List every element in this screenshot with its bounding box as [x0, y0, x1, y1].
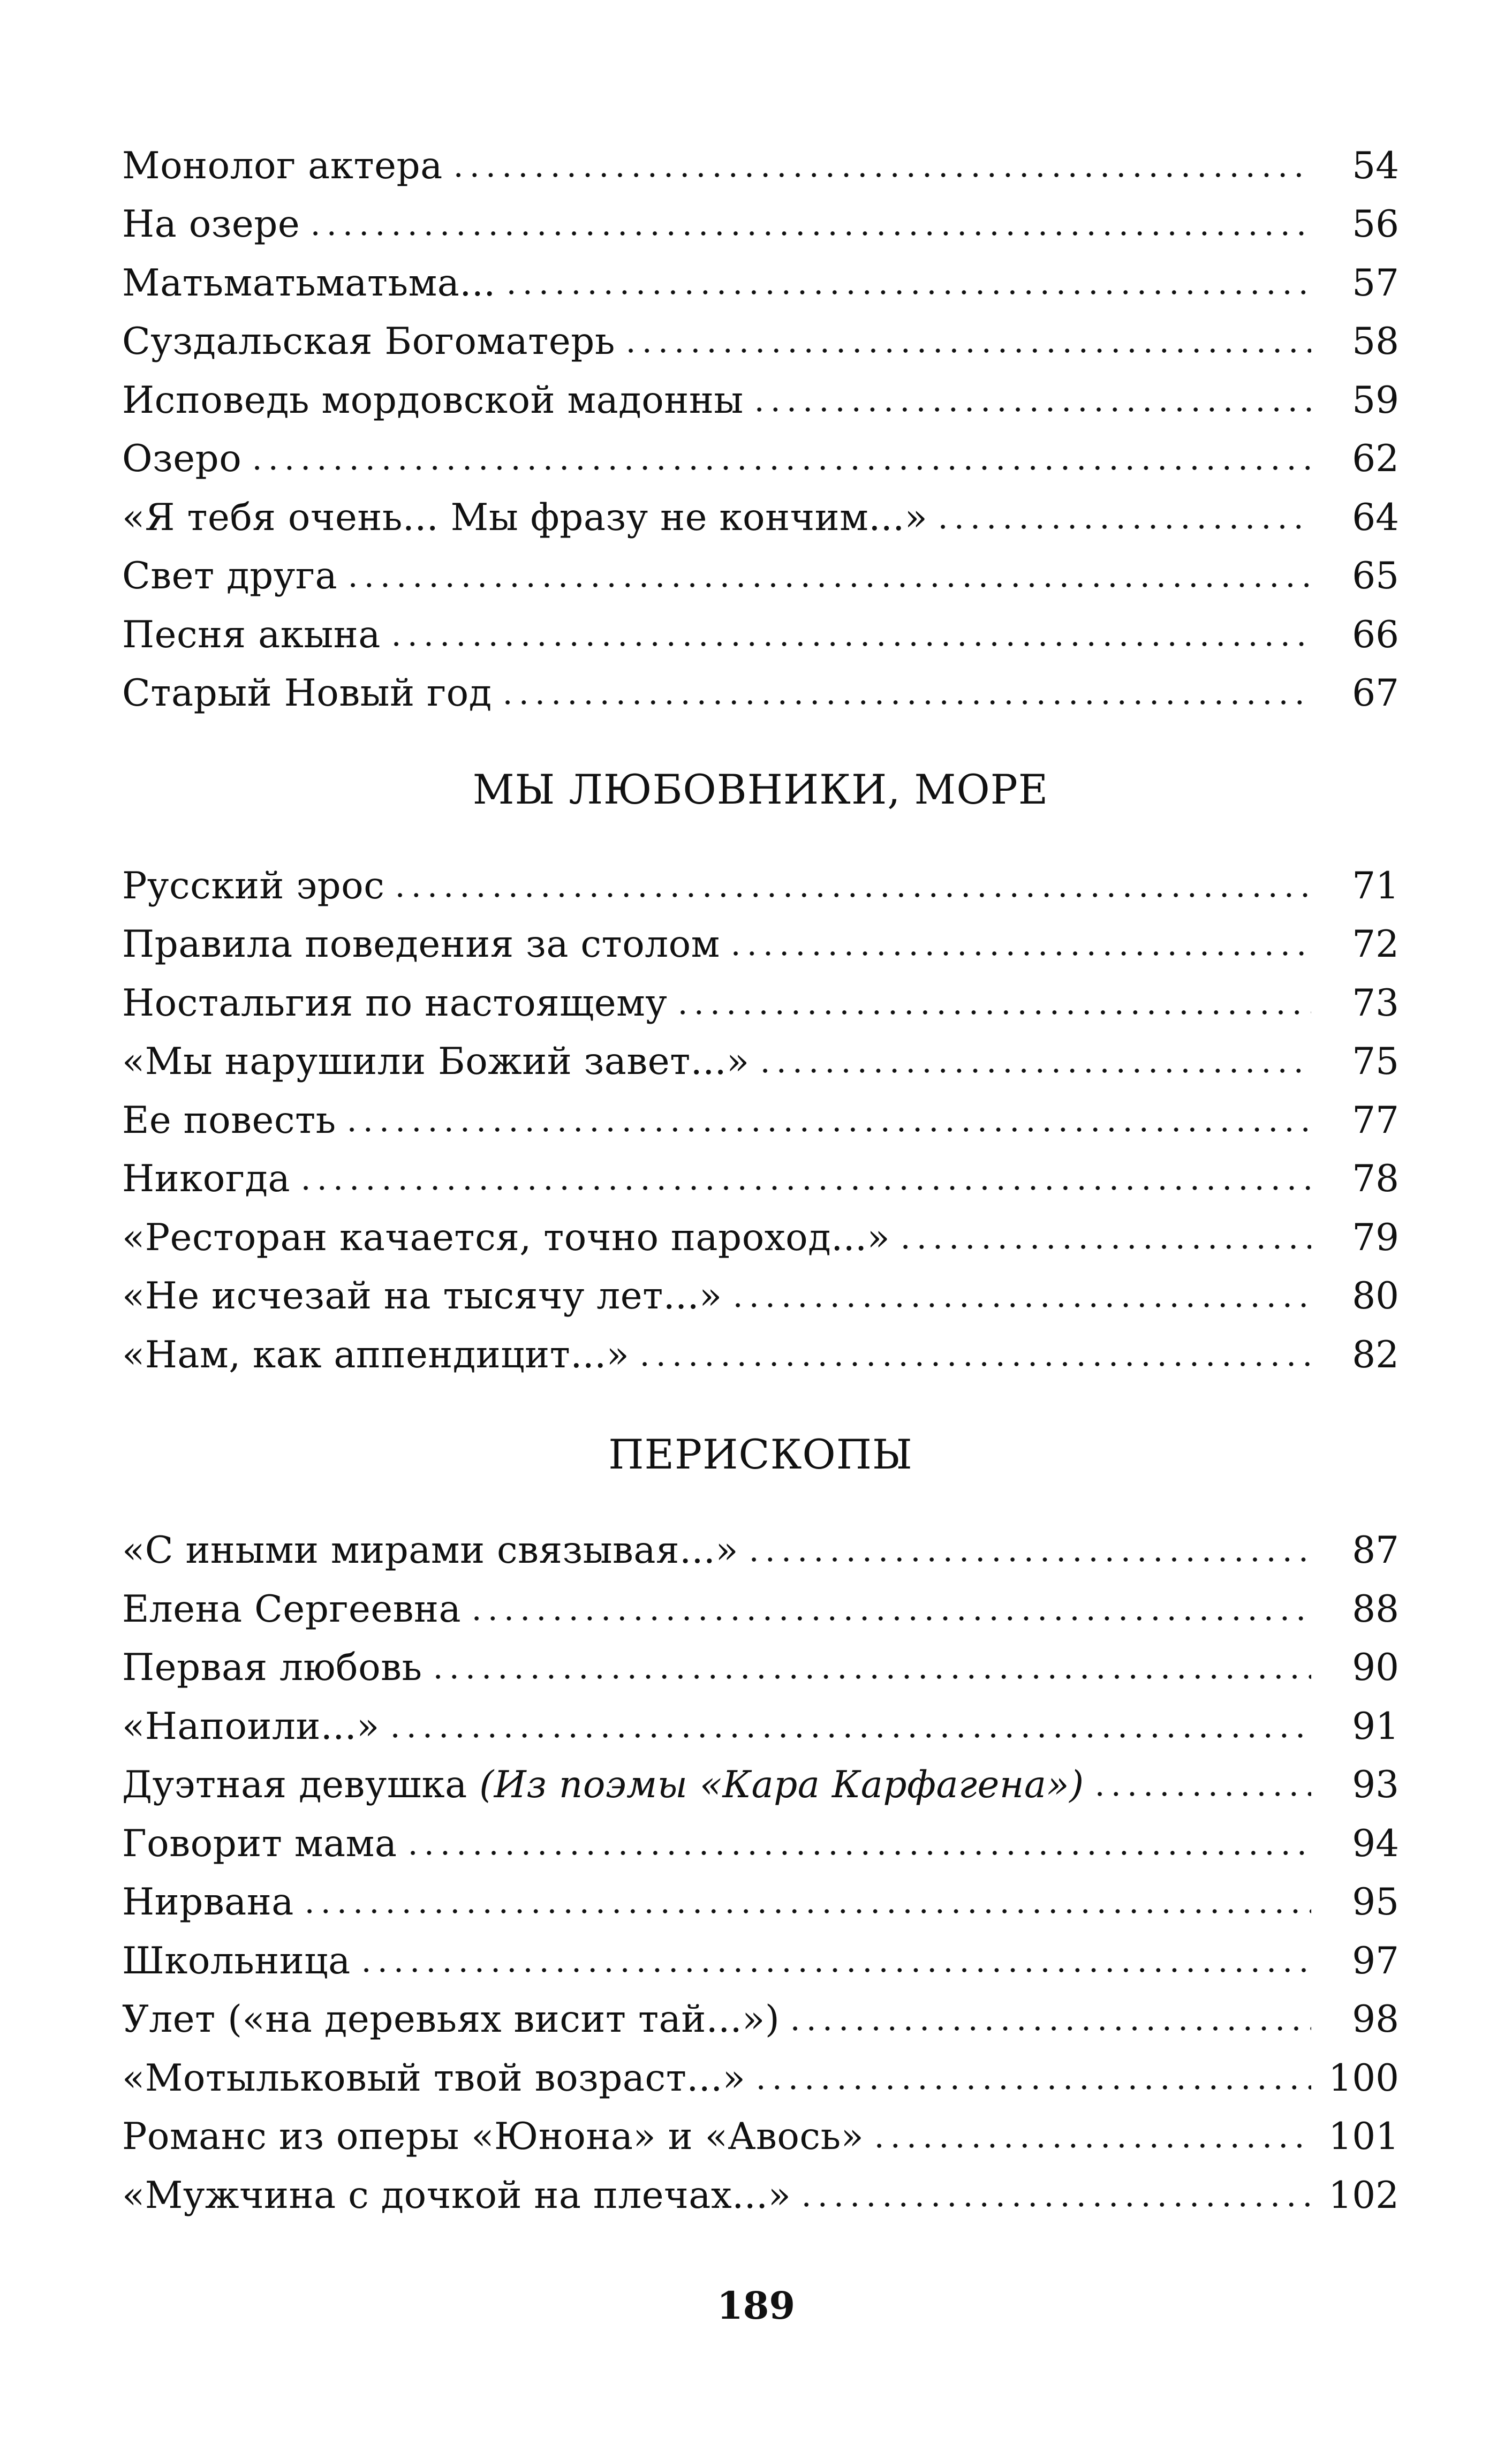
toc-entry[interactable] — [122, 846, 1399, 905]
table-of-contents — [122, 0, 1399, 2452]
entry-page-number: 57 — [1352, 261, 1399, 305]
entry-page-number: 58 — [1352, 320, 1399, 363]
entry-title — [122, 203, 300, 246]
toc-entry[interactable] — [122, 1315, 1399, 1374]
entry-page-number: 72 — [1352, 923, 1399, 966]
entry-title — [122, 1705, 380, 1748]
entry-page-number: 90 — [1352, 1646, 1399, 1689]
entry-page-number: 95 — [1352, 1881, 1399, 1924]
entry-title-text: «С иными мирами связывая...» — [122, 1529, 739, 1572]
dot-leader — [468, 1616, 1311, 1621]
entry-title-text: Никогда — [122, 1157, 291, 1200]
dot-leader — [753, 2085, 1311, 2090]
entry-title — [122, 496, 928, 539]
entry-page-number: 91 — [1352, 1705, 1399, 1748]
toc-entry[interactable] — [122, 360, 1399, 422]
toc-entry[interactable] — [122, 1745, 1399, 1804]
entry-title-text: Школьница — [122, 1939, 351, 1982]
entry-title-text: «Не исчезай на тысячу лет...» — [122, 1275, 722, 1318]
toc-entry[interactable] — [122, 2097, 1399, 2156]
dot-leader — [1092, 1792, 1311, 1796]
entry-page-number: 88 — [1352, 1587, 1399, 1631]
toc-entry[interactable] — [122, 1198, 1399, 1257]
toc-entry[interactable] — [122, 1511, 1399, 1570]
entry-title — [122, 261, 496, 305]
entry-title-text: Суздальская Богоматерь — [122, 320, 615, 363]
entry-page-number: 75 — [1352, 1040, 1399, 1083]
entry-title — [122, 1275, 722, 1318]
toc-entry[interactable] — [122, 1804, 1399, 1863]
section-title: ПЕРИСКОПЫ — [608, 1430, 913, 1478]
entry-title-text: Исповедь мордовской мадонны — [122, 379, 744, 422]
toc-entry[interactable] — [122, 2038, 1399, 2100]
entry-title-text: «Мотыльковый твой возраст...» — [122, 2056, 746, 2100]
entry-title — [122, 1157, 291, 1200]
entry-title — [122, 2056, 746, 2100]
entry-title-text: Ее повесть — [122, 1099, 336, 1142]
entry-page-number: 97 — [1352, 1939, 1399, 1982]
toc-entry[interactable] — [122, 185, 1399, 244]
toc-entry[interactable] — [122, 654, 1399, 713]
entry-title — [122, 1216, 890, 1259]
entry-title — [122, 1333, 630, 1376]
page-number: 189 — [716, 2283, 796, 2328]
dot-leader — [730, 1303, 1311, 1307]
entry-title — [122, 613, 381, 656]
dot-leader — [871, 2144, 1311, 2148]
dot-leader — [387, 1734, 1311, 1738]
toc-entry[interactable] — [122, 1628, 1399, 1687]
entry-title — [122, 1646, 422, 1689]
dot-leader — [637, 1362, 1311, 1366]
entry-page-number: 101 — [1328, 2115, 1399, 2158]
toc-entry[interactable] — [122, 243, 1399, 305]
entry-title — [122, 672, 492, 715]
dot-leader — [298, 1186, 1311, 1190]
dot-leader — [450, 173, 1311, 177]
entry-page-number: 94 — [1352, 1822, 1399, 1865]
toc-section — [122, 712, 1399, 1374]
toc-entry[interactable] — [122, 595, 1399, 654]
entry-title — [122, 864, 385, 907]
dot-leader — [388, 642, 1311, 646]
dot-leader — [307, 231, 1311, 236]
entry-page-number: 87 — [1352, 1529, 1399, 1572]
section-title: МЫ ЛЮБОВНИКИ, МОРЕ — [472, 766, 1049, 813]
dot-leader — [787, 2026, 1311, 2031]
entry-title-text: Озеро — [122, 437, 242, 480]
toc-section — [122, 0, 1399, 715]
entry-title-text: Первая любовь — [122, 1646, 422, 1689]
entry-title — [122, 923, 720, 966]
dot-leader — [746, 1557, 1311, 1562]
entry-title — [122, 1764, 1084, 1806]
toc-entry[interactable] — [122, 1569, 1399, 1631]
entry-title — [122, 1881, 294, 1924]
entry-title — [122, 555, 338, 597]
entry-title-text: Ностальгия по настоящему — [122, 981, 668, 1025]
dot-leader — [392, 893, 1311, 897]
toc-entry[interactable] — [122, 1863, 1399, 1924]
dot-leader — [798, 2203, 1311, 2207]
dot-leader — [345, 583, 1311, 587]
entry-title-text: Нирвана — [122, 1881, 294, 1924]
entry-page-number: 82 — [1352, 1333, 1399, 1376]
entry-title-text: Старый Новый год — [122, 672, 492, 715]
dot-leader — [728, 951, 1311, 956]
entry-title — [122, 1822, 397, 1865]
entry-title — [122, 2115, 864, 2158]
toc-entry[interactable] — [122, 1980, 1399, 2039]
entry-title — [122, 379, 744, 422]
entry-title-text: Говорит мама — [122, 1822, 397, 1865]
entry-title-text: Романс из оперы «Юнона» и «Авось» — [122, 2115, 864, 2158]
entry-page-number: 78 — [1352, 1157, 1399, 1200]
dot-leader — [675, 1010, 1311, 1015]
entry-page-number: 98 — [1352, 1998, 1399, 2041]
dot-leader — [430, 1675, 1311, 1679]
toc-entry[interactable] — [122, 126, 1399, 185]
entry-title-text: Улет («на деревьях висит тай...») — [122, 1998, 780, 2041]
toc-entry[interactable] — [122, 302, 1399, 361]
entry-title-text: «Я тебя очень... Мы фразу не кончим...» — [122, 496, 928, 539]
entry-title — [122, 1998, 780, 2041]
entry-title-text: Свет друга — [122, 555, 338, 597]
entry-title-text: «Ресторан качается, точно пароход...» — [122, 1216, 890, 1259]
entry-title — [122, 437, 242, 480]
entry-title-text: «Мужчина с дочкой на плечах...» — [122, 2174, 791, 2217]
dot-leader — [751, 407, 1311, 412]
dot-leader — [249, 466, 1311, 470]
entry-page-number: 102 — [1328, 2174, 1399, 2217]
dot-leader — [405, 1851, 1312, 1855]
entry-title-text: «Напоили...» — [122, 1705, 380, 1748]
toc-entry[interactable] — [122, 1257, 1399, 1318]
entry-title — [122, 320, 615, 363]
entry-page-number: 93 — [1352, 1764, 1399, 1806]
dot-leader — [358, 1968, 1311, 1972]
entry-page-number: 73 — [1352, 981, 1399, 1025]
dot-leader — [897, 1245, 1311, 1249]
entry-subtitle: (Из поэмы «Кара Карфагена») — [479, 1764, 1084, 1806]
entry-title-text: Монолог актера — [122, 144, 443, 187]
entry-title-text: Дуэтная девушка — [122, 1764, 467, 1806]
entry-page-number: 62 — [1352, 437, 1399, 480]
entry-title-text: Елена Сергеевна — [122, 1587, 462, 1631]
entry-page-number: 77 — [1352, 1099, 1399, 1142]
toc-entry[interactable] — [122, 478, 1399, 539]
entry-page-number: 100 — [1328, 2056, 1399, 2100]
toc-entry[interactable] — [122, 963, 1399, 1025]
entry-page-number: 64 — [1352, 496, 1399, 539]
entry-title — [122, 1099, 336, 1142]
entry-page-number: 80 — [1352, 1275, 1399, 1318]
toc-entry[interactable] — [122, 1022, 1399, 1081]
entry-title — [122, 1939, 351, 1982]
toc-entry[interactable] — [122, 536, 1399, 595]
entry-title — [122, 1529, 739, 1572]
entry-page-number: 66 — [1352, 613, 1399, 656]
toc-entry[interactable] — [122, 1080, 1399, 1142]
dot-leader — [500, 700, 1311, 705]
entry-page-number: 65 — [1352, 555, 1399, 597]
entry-title — [122, 144, 443, 187]
entry-page-number: 59 — [1352, 379, 1399, 422]
entry-title — [122, 1587, 462, 1631]
dot-leader — [935, 525, 1311, 529]
dot-leader — [623, 349, 1311, 353]
entry-page-number: 79 — [1352, 1216, 1399, 1259]
entry-title — [122, 2174, 791, 2217]
toc-entry[interactable] — [122, 419, 1399, 478]
toc-entry[interactable] — [122, 1921, 1399, 1980]
entry-title-text: Русский эрос — [122, 864, 385, 907]
entry-page-number: 54 — [1352, 144, 1399, 187]
entry-title-text: На озере — [122, 203, 300, 246]
entry-title-text: Правила поведения за столом — [122, 923, 720, 966]
toc-entry[interactable] — [122, 905, 1399, 964]
entry-title-text: «Мы нарушили Божий завет...» — [122, 1040, 750, 1083]
entry-page-number: 71 — [1352, 864, 1399, 907]
toc-entry[interactable] — [122, 1686, 1399, 1748]
dot-leader — [301, 1909, 1311, 1913]
dot-leader — [344, 1127, 1311, 1132]
dot-leader — [757, 1069, 1311, 1073]
entry-title-text: «Нам, как аппендицит...» — [122, 1333, 630, 1376]
entry-page-number: 67 — [1352, 672, 1399, 715]
entry-title-text: Песня акына — [122, 613, 381, 656]
toc-section — [122, 1374, 1399, 2217]
entry-title — [122, 981, 668, 1025]
dot-leader — [503, 290, 1311, 294]
entry-title-text: Матьматьматьма... — [122, 261, 496, 305]
entry-title — [122, 1040, 750, 1083]
toc-entry[interactable] — [122, 1139, 1399, 1198]
entry-page-number: 56 — [1352, 203, 1399, 246]
toc-entry[interactable] — [122, 2155, 1399, 2217]
